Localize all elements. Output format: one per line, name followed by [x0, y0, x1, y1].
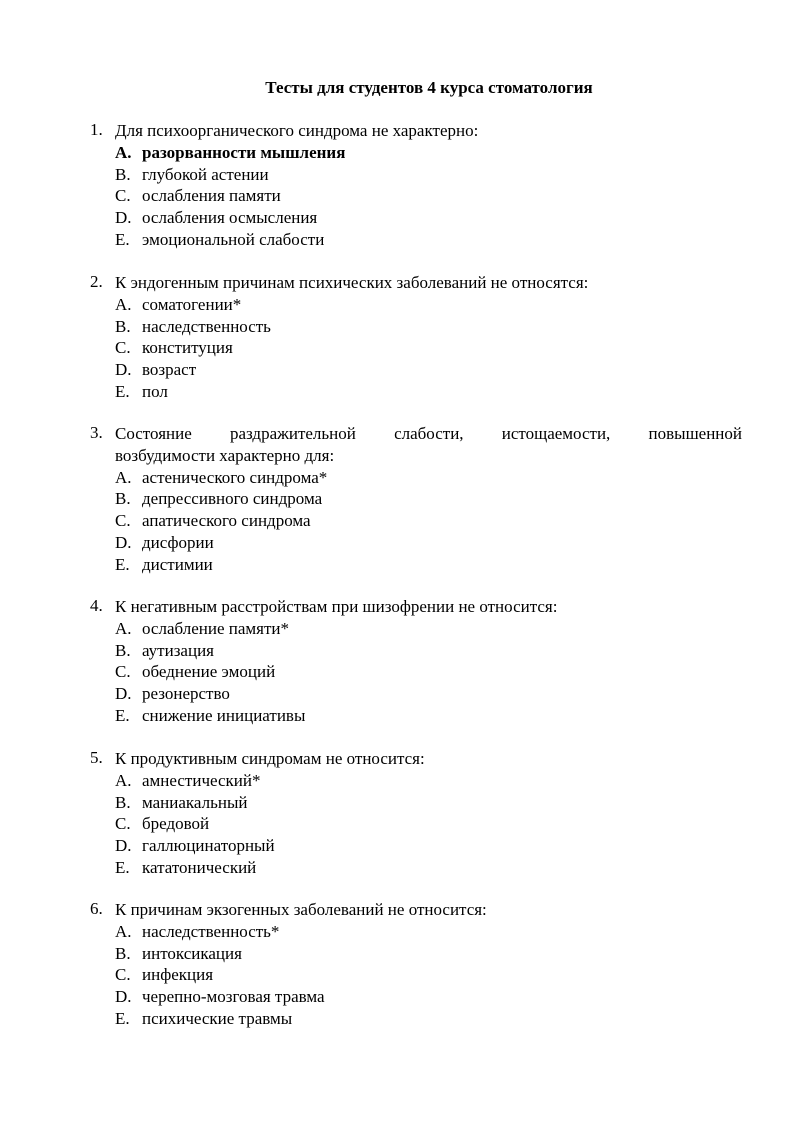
option-text: конституция — [142, 338, 233, 358]
option-letter: D. — [115, 836, 132, 856]
option-d — [115, 683, 742, 705]
option-text: астенического синдрома* — [142, 467, 328, 487]
option-a — [115, 467, 742, 489]
option-e — [115, 229, 742, 251]
option-letter: A. — [115, 142, 132, 162]
question-text-continued: возбудимости характерно для: — [115, 445, 335, 465]
option-d — [115, 986, 742, 1008]
question-text: К продуктивным синдромам не относится: — [115, 749, 425, 768]
option-text: интоксикация — [142, 943, 242, 963]
option-b — [115, 164, 742, 186]
option-letter: D. — [115, 360, 132, 380]
option-letter: D. — [115, 532, 132, 552]
option-text: наследственность* — [142, 921, 280, 941]
option-letter: A. — [115, 770, 132, 790]
question-text: Для психоорганического синдрома не характерно: — [115, 121, 479, 140]
option-letter: C. — [115, 965, 131, 985]
option-text: ослабления осмысления — [142, 208, 318, 228]
option-letter: D. — [115, 208, 132, 228]
question-number: 1. — [90, 120, 103, 139]
question-1 — [90, 120, 742, 251]
option-a — [115, 618, 742, 640]
question-number: 6. — [90, 899, 103, 918]
option-text: ослабления памяти — [142, 186, 281, 206]
option-text: кататонический — [142, 857, 257, 877]
question-4 — [90, 596, 742, 727]
question-3 — [90, 423, 742, 576]
option-text: снижение инициативы — [142, 705, 306, 725]
option-letter: E. — [115, 705, 130, 725]
option-e — [115, 381, 742, 403]
option-letter: C. — [115, 662, 131, 682]
option-letter: E. — [115, 554, 130, 574]
option-text: дисфории — [142, 532, 214, 552]
question-5 — [90, 748, 742, 879]
option-c — [115, 813, 742, 835]
option-a — [115, 770, 742, 792]
option-text: галлюцинаторный — [142, 836, 275, 856]
option-text: черепно-мозговая травма — [142, 987, 325, 1007]
question-text: К негативным расстройствам при шизофрении не относится: — [115, 597, 558, 616]
option-text: аутизация — [142, 640, 214, 660]
option-d — [115, 207, 742, 229]
option-text: наследственность — [142, 316, 271, 336]
option-text: амнестический* — [142, 770, 261, 790]
option-e — [115, 554, 742, 576]
option-d — [115, 359, 742, 381]
option-text: дистимии — [142, 554, 213, 574]
option-d — [115, 835, 742, 857]
option-e — [115, 857, 742, 879]
option-text: пол — [142, 381, 168, 401]
option-text: глубокой астении — [142, 164, 269, 184]
option-text: ослабление памяти* — [142, 618, 289, 638]
option-letter: B. — [115, 316, 131, 336]
option-text: эмоциональной слабости — [142, 229, 325, 249]
option-text: резонерство — [142, 684, 230, 704]
question-text: К причинам экзогенных заболеваний не относится: — [115, 900, 487, 919]
question-number: 2. — [90, 272, 103, 291]
option-letter: E. — [115, 381, 130, 401]
option-text: депрессивного синдрома — [142, 489, 323, 509]
option-letter: B. — [115, 489, 131, 509]
option-text: соматогении* — [142, 294, 242, 314]
option-b — [115, 640, 742, 662]
option-e — [115, 705, 742, 727]
option-text: апатического синдрома — [142, 511, 311, 531]
question-text: К эндогенным причинам психических заболеваний не относятся: — [115, 273, 589, 292]
option-a — [115, 921, 742, 943]
question-6 — [90, 899, 742, 1030]
option-letter: C. — [115, 186, 131, 206]
option-letter: E. — [115, 857, 130, 877]
option-a — [115, 142, 742, 164]
option-b — [115, 943, 742, 965]
option-text: возраст — [142, 360, 197, 380]
option-letter: C. — [115, 814, 131, 834]
option-letter: B. — [115, 640, 131, 660]
option-letter: B. — [115, 164, 131, 184]
option-c — [115, 661, 742, 683]
option-letter: D. — [115, 684, 132, 704]
option-c — [115, 964, 742, 986]
option-c — [115, 185, 742, 207]
question-number: 3. — [90, 423, 103, 442]
option-c — [115, 337, 742, 359]
option-b — [115, 316, 742, 338]
option-letter: C. — [115, 511, 131, 531]
option-letter: D. — [115, 987, 132, 1007]
option-a — [115, 294, 742, 316]
option-text: обеднение эмоций — [142, 662, 276, 682]
option-letter: A. — [115, 921, 132, 941]
option-b — [115, 792, 742, 814]
option-text: разорванности мышления — [142, 142, 346, 162]
option-text: бредовой — [142, 814, 210, 834]
option-text: инфекция — [142, 965, 214, 985]
question-2 — [90, 272, 742, 403]
question-number: 5. — [90, 748, 103, 767]
option-text: маниакальный — [142, 792, 248, 812]
option-letter: E. — [115, 1008, 130, 1028]
option-d — [115, 532, 742, 554]
option-e — [115, 1008, 742, 1030]
option-letter: B. — [115, 792, 131, 812]
question-number: 4. — [90, 596, 103, 615]
option-letter: E. — [115, 229, 130, 249]
option-letter: A. — [115, 618, 132, 638]
option-text: психические травмы — [142, 1008, 293, 1028]
option-c — [115, 510, 742, 532]
option-letter: A. — [115, 294, 132, 314]
option-b — [115, 488, 742, 510]
option-letter: A. — [115, 467, 132, 487]
page-title: Тесты для студентов 4 курса стоматология — [265, 78, 593, 97]
question-text: Состояние раздражительной слабости, истощаемости, повышенной — [115, 424, 742, 443]
option-letter: C. — [115, 338, 131, 358]
option-letter: B. — [115, 943, 131, 963]
